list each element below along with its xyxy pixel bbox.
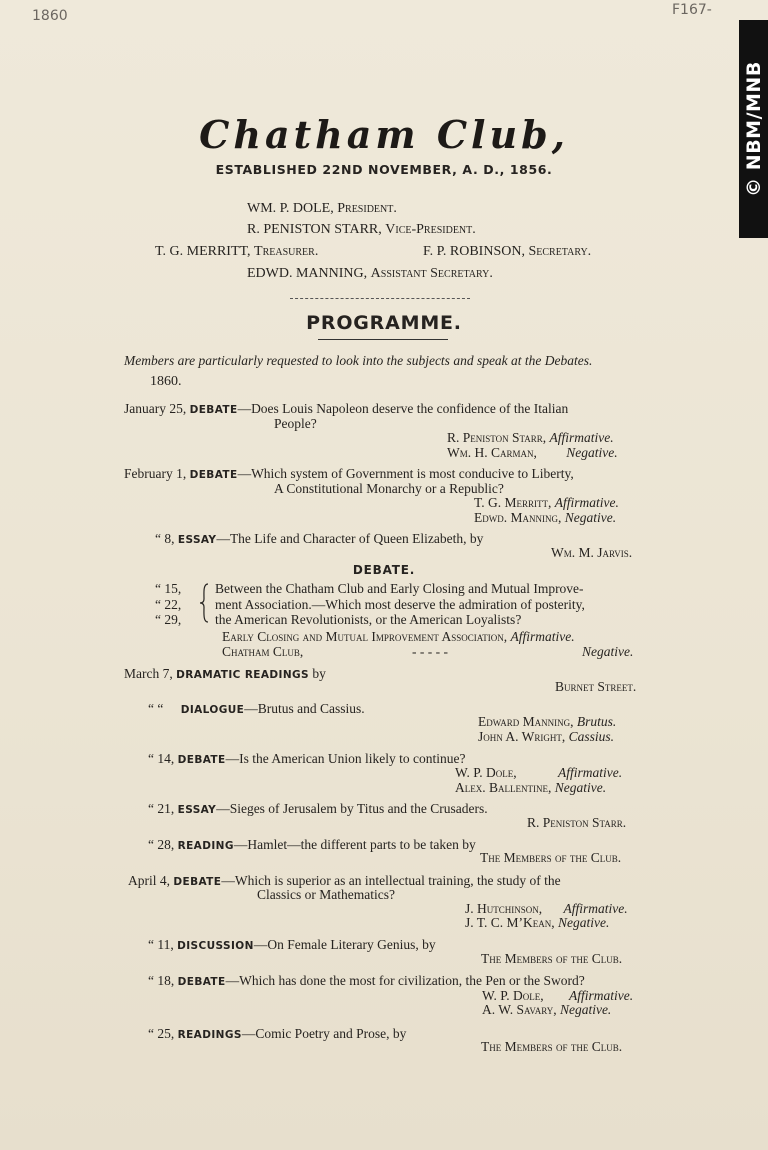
club-title: Chatham Club,: [199, 112, 569, 157]
entry-apr-25-by: The Members of the Club.: [481, 1039, 623, 1054]
entry-feb-1-line2: A Constitutional Monarchy or a Republic?: [274, 481, 504, 496]
debate-heading: DEBATE.: [352, 563, 416, 577]
officer-president: WM. P. DOLE, President.: [247, 201, 397, 216]
heading-underline: [318, 339, 448, 340]
entry-mar-7-by: Burnet Street.: [555, 679, 637, 694]
dialogue-cassius: John A. Wright, Cassius.: [478, 729, 615, 744]
entry-mar-21: “ 21, ESSAY—Sieges of Jerusalem by Titus and the Crusaders.: [148, 801, 488, 816]
entry-jan-25-affirmative: R. Peniston Starr, Affirmative.: [447, 430, 614, 445]
entry-apr-4-affirmative: J. Hutchinson, Affirmative.: [465, 901, 628, 916]
joint-debate-line3: the American Revolutionists, or the American Loyalists?: [215, 612, 522, 627]
established-line: ESTABLISHED 22ND NOVEMBER, A. D., 1856.: [215, 162, 553, 177]
brace-icon: [199, 583, 209, 623]
entry-mar-21-author: R. Peniston Starr.: [527, 815, 627, 830]
entry-mar-28-by: The Members of the Club.: [480, 850, 622, 865]
entry-feb-1: February 1, DEBATE—Which system of Government is most conducive to Liberty,: [124, 466, 574, 481]
officer-secretary: F. P. ROBINSON, Secretary.: [423, 244, 592, 259]
handwritten-year: 1860: [32, 8, 68, 24]
entry-apr-4-line2: Classics or Mathematics?: [257, 887, 395, 902]
officer-vice-president: R. PENISTON STARR, Vice-President.: [247, 222, 476, 237]
entry-mar-7: March 7, DRAMATIC READINGS by: [124, 666, 326, 681]
joint-debate-negative: Negative.: [582, 644, 634, 659]
entry-feb-1-negative: Edwd. Manning, Negative.: [474, 510, 617, 525]
entry-feb-15-date: “ 15,: [155, 581, 182, 596]
entry-apr-18-affirmative: W. P. Dole, Affirmative.: [482, 988, 634, 1003]
joint-debate-negative-party: Chatham Club,: [222, 644, 304, 659]
entry-mar-7-dialogue: “ “ DIALOGUE—Brutus and Cassius.: [148, 701, 365, 716]
joint-debate-leader-dots: - - - - -: [412, 644, 448, 659]
entry-jan-25: January 25, DEBATE—Does Louis Napoleon deserve the confidence of the Italian: [124, 401, 569, 416]
entry-feb-22-date: “ 22,: [155, 597, 182, 612]
entry-apr-18: “ 18, DEBATE—Which has done the most for civilization, the Pen or the Sword?: [148, 973, 585, 988]
entry-feb-1-affirmative: T. G. Merritt, Affirmative.: [474, 495, 619, 510]
entry-mar-14: “ 14, DEBATE—Is the American Union likely to continue?: [148, 751, 466, 766]
divider: [290, 298, 470, 299]
handwritten-reference: F167-: [672, 2, 712, 18]
entry-apr-25: “ 25, READINGS—Comic Poetry and Prose, by: [148, 1026, 407, 1041]
entry-apr-18-negative: A. W. Savary, Negative.: [482, 1002, 612, 1017]
entry-feb-8: “ 8, ESSAY—The Life and Character of Queen Elizabeth, by: [155, 531, 484, 546]
entry-apr-11-by: The Members of the Club.: [481, 951, 623, 966]
officer-treasurer: T. G. MERRITT, Treasurer.: [155, 244, 319, 259]
joint-debate-line2: ment Association.—Which most deserve the admiration of posterity,: [215, 597, 585, 612]
entry-feb-8-author: Wm. M. Jarvis.: [551, 545, 633, 560]
joint-debate-affirmative: Early Closing and Mutual Improvement Association, Affirmative.: [222, 629, 575, 644]
joint-debate-line1: Between the Chatham Club and Early Closing and Mutual Improve-: [215, 581, 584, 596]
entry-feb-29-date: “ 29,: [155, 612, 182, 627]
entry-apr-11: “ 11, DISCUSSION—On Female Literary Genius, by: [148, 937, 436, 952]
entry-mar-28: “ 28, READING—Hamlet—the different parts to be taken by: [148, 837, 476, 852]
members-note: Members are particularly requested to look into the subjects and speak at the Debates.: [124, 353, 593, 368]
dialogue-brutus: Edward Manning, Brutus.: [478, 714, 617, 729]
entry-mar-14-affirmative: W. P. Dole, Affirmative.: [455, 765, 623, 780]
copyright-watermark: © NBM/MNB: [739, 20, 768, 238]
programme-year: 1860.: [150, 374, 182, 389]
entry-apr-4-negative: J. T. C. M’Kean, Negative.: [465, 915, 610, 930]
entry-apr-4: April 4, DEBATE—Which is superior as an intellectual training, the study of the: [128, 873, 561, 888]
officer-assistant-secretary: EDWD. MANNING, Assistant Secretary.: [247, 266, 493, 281]
entry-jan-25-negative: Wm. H. Carman, Negative.: [447, 445, 618, 460]
entry-mar-14-negative: Alex. Ballentine, Negative.: [455, 780, 607, 795]
entry-jan-25-line2: People?: [274, 416, 317, 431]
programme-heading: PROGRAMME.: [306, 312, 462, 334]
